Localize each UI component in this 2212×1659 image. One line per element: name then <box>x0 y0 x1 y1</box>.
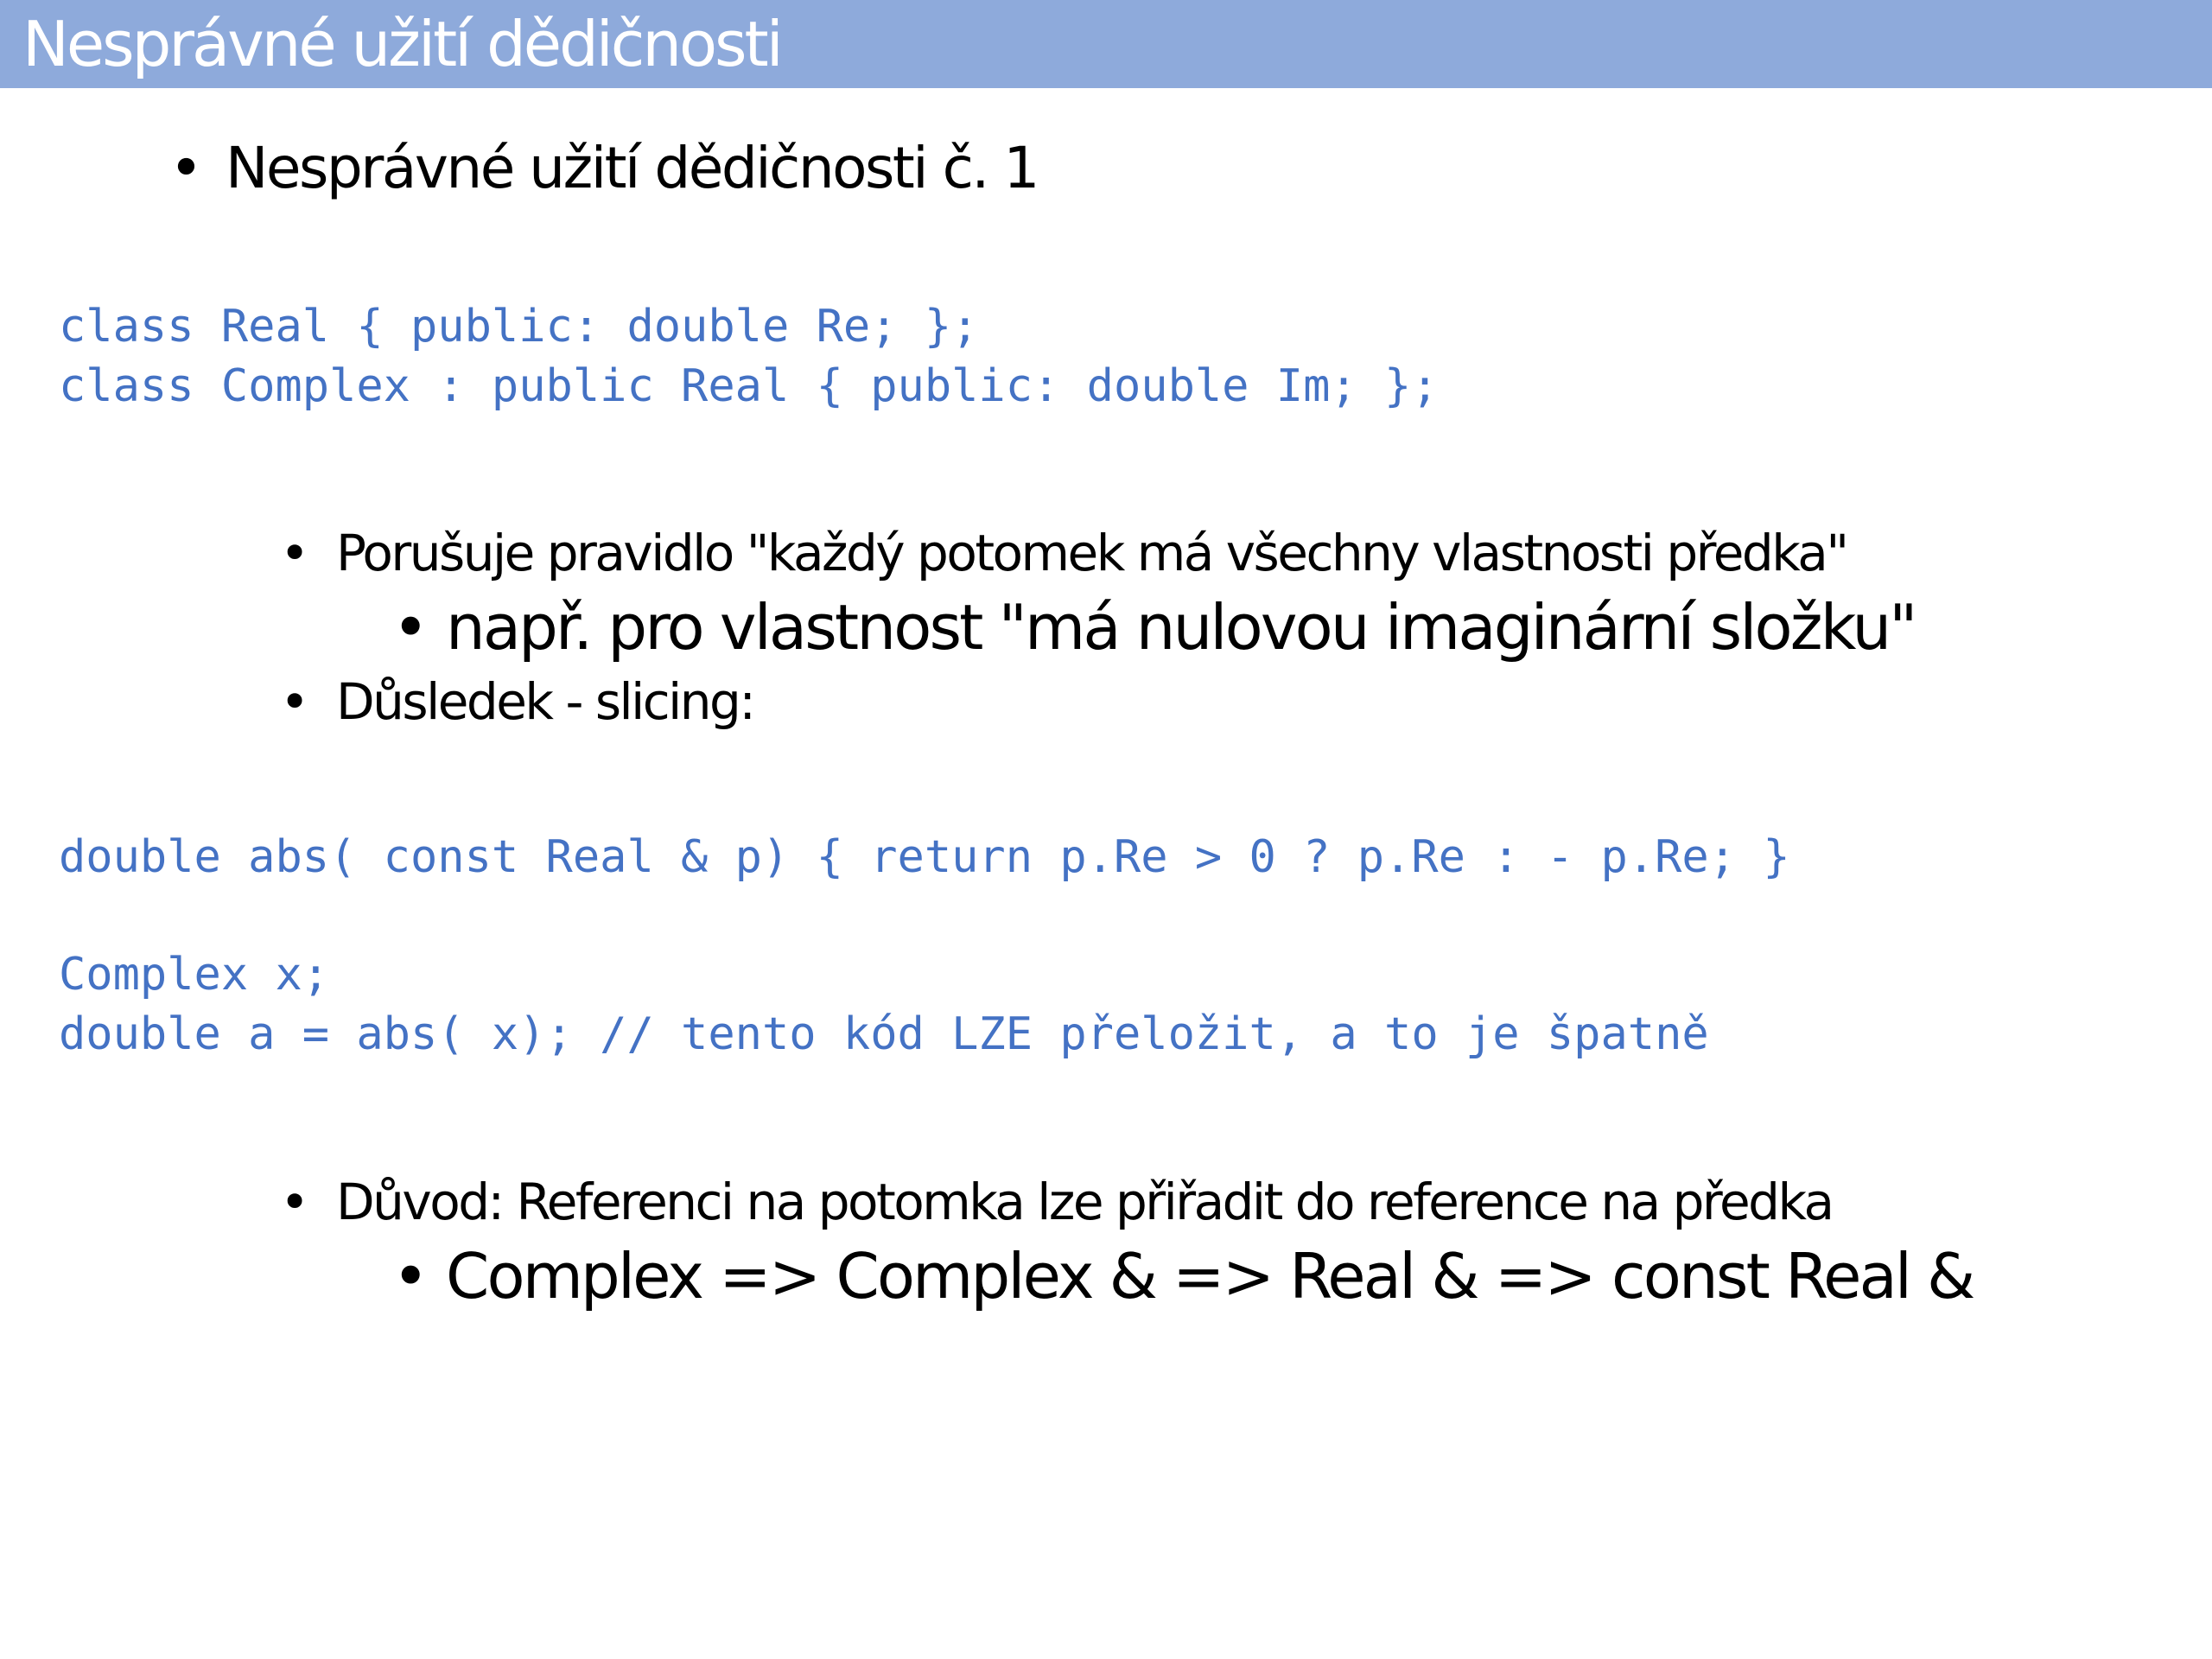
bullet-dot-icon: • <box>280 524 308 582</box>
bullet-dot-icon: • <box>280 1173 308 1231</box>
code-line: class Real { public: double Re; }; <box>59 301 979 353</box>
code-line: double abs( const Real & p) { return p.Re > 0 ? p.Re : - p.Re; } <box>59 831 1790 883</box>
bullet-dot-icon: • <box>169 135 201 201</box>
code-line: class Complex : public Real { public: double Im; }; <box>59 360 1439 412</box>
bullet-dot-icon: • <box>392 591 427 664</box>
code-line: double a = abs( x); // tento kód LZE přeložit, a to je špatně <box>59 1008 1709 1060</box>
bullet-dot-icon: • <box>392 1240 427 1313</box>
point-1-text: Porušuje pravidlo "každý potomek má všechny vlastnosti předka" <box>336 524 1847 582</box>
bullet-dot-icon: • <box>280 672 308 731</box>
point-3-text: Důvod: Referenci na potomka lze přiřadit do reference na předka <box>336 1173 1833 1231</box>
slide-title: Nesprávné užití dědičnosti <box>22 8 781 80</box>
point-2-text: Důsledek - slicing: <box>336 672 754 731</box>
point-1-sub-text: např. pro vlastnost "má nulovou imaginární složku" <box>446 591 1916 664</box>
point-3-sub-text: Complex => Complex & => Real & => const Real & <box>446 1240 1974 1313</box>
code-line: Complex x; <box>59 949 330 1001</box>
heading-bullet-text: Nesprávné užití dědičnosti č. 1 <box>226 135 1038 201</box>
slide-title-bar <box>0 0 2212 88</box>
